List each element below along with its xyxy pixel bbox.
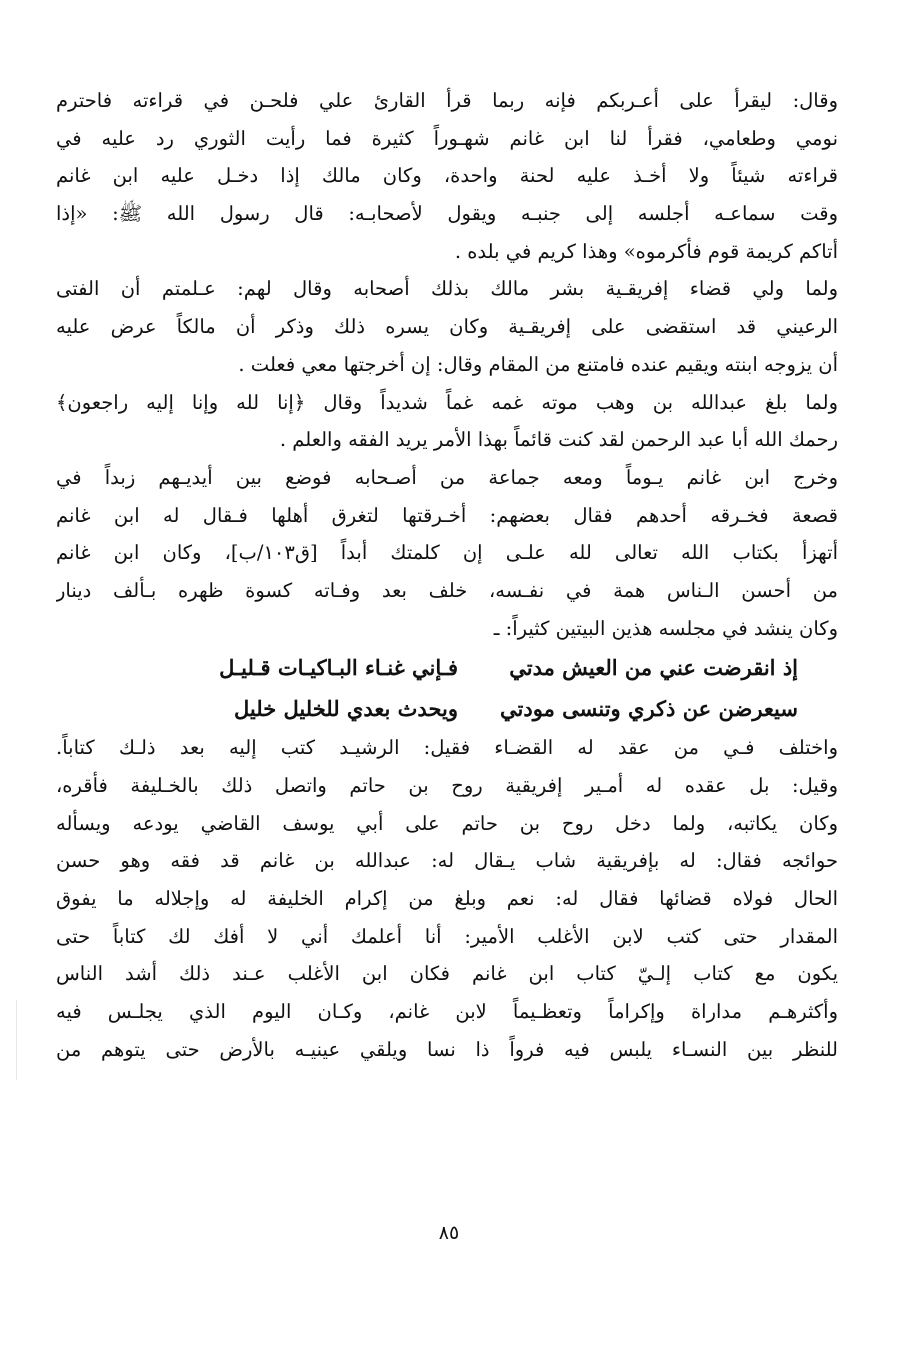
text-line: نومي وطعامي، فقرأ لنا ابن غانم شهـوراً كثيرة فما رأيت الثوري رد عليه في [56, 126, 838, 150]
text-line: المقدار حتى كتب لابن الأغلب الأمير: أنا أعلمك أني لا أفك لك كتاباً حتى [56, 924, 838, 948]
text-line: وقال: ليقرأ على أعـربكم فإنه ربما قرأ القارئ علي فلحـن في قراءته فاحترم [56, 89, 838, 112]
verse-second-hemistich: فـإني غنـاء البـاكيـات قـليـل [219, 655, 458, 681]
text-line: واختلف فـي من عقد له القضـاء فقيل: الرشيـد كتب إليه بعد ذلـك كتاباً. [56, 736, 838, 760]
paragraph-5 [56, 729, 838, 1068]
main-text [56, 82, 838, 1069]
text-line: الحال فولاه قضائها فقال له: نعم وبلغ من إكرام الخليفة له وإجلاله ما يفوق [56, 887, 838, 911]
text-line: للنظر بين النسـاء يلبس فيه فرواً ذا نسا ويلقي عينيـه بالأرض حتى يتوهم من [56, 1037, 838, 1061]
text-line: وأكثرهـم مداراة وإكراماً وتعظـيماً لابن غانم، وكـان اليوم الذي يجلـس فيه [56, 1000, 838, 1024]
verse-first-hemistich: إذ انقرضت عني من العيش مدتي [509, 655, 798, 681]
text-line: ولما ولي قضاء إفريقـية بشر مالك بذلك أصحابه وقال لهم: عـلمتم أن الفتى [56, 277, 838, 301]
text-line: وكان ينشد في مجلسه هذين البيتين كثيراً: ـ [493, 616, 838, 640]
text-line: ولما بلغ عبدالله بن وهب موته غمه غماً شديداً وقال ﴿إنا لله وإنا إليه راجعون﴾ [56, 390, 838, 414]
paragraph-1 [56, 82, 838, 270]
text-line: الرعيني قد استقضى على إفريقـية وكان يسره ذلك وذكر أن مالكاً عرض عليه [56, 315, 838, 339]
paragraph-3 [56, 384, 838, 459]
text-line: وكان يكاتبه، ولما دخل روح بن حاتم على أبي يوسف القاضي يودعه ويسأله [56, 811, 838, 835]
text-line: وخرج ابن غانم يـوماً ومعه جماعة من أصـحابه فوضع بين أيديـهم زبداً في [56, 465, 838, 489]
text-line: وقيل: بل عقده له أمـير إفريقية روح بن حاتم واتصل ذلك بالخـليفة فأقره، [56, 774, 838, 797]
paragraph-4 [56, 459, 838, 647]
verse-line [56, 647, 838, 688]
text-line: قصعة فخـرقه أحدهم فقال بعضهم: أخـرقتها لتغرق أهلها فـقال له ابن غانم [56, 503, 838, 527]
scan-margin-mark [16, 1000, 17, 1080]
page-number: ٨٥ [438, 1222, 460, 1244]
paragraph-2 [56, 270, 838, 383]
text-line: رحمك الله أبا عبد الرحمن لقد كنت قائماً بهذا الأمر يريد الفقه والعلم . [279, 428, 838, 452]
text-line: حوائجه فقال: له بإفريقية شاب يـقال له: عبدالله بن غانم قد فقه وهو حسن [56, 849, 838, 873]
text-line: أتاكم كريمة قوم فأكرموه» وهذا كريم في بلده . [454, 239, 838, 263]
poem-verses [56, 647, 838, 729]
verse-line [56, 688, 838, 729]
text-line: أتهزأ بكتاب الله تعالى لله علـى إن كلمتك أبداً [ق١٠٣/ب]، وكان ابن غانم [56, 541, 838, 565]
text-line: من أحسن الـناس همة في نفـسه، خلف بعد وفـاته كسوة ظهره بـألف دينار [56, 578, 838, 602]
verse-second-hemistich: ويحدث بعدي للخليل خليل [234, 696, 458, 722]
text-line: قراءته شيئاً ولا أخـذ عليه لحنة واحدة، وكان مالك إذا دخـل عليه ابن غانم [56, 164, 838, 188]
text-line: يكون مع كتاب إلـيّ كتاب ابن غانم فكان ابن الأغلب عـند ذلك أشد الناس [56, 962, 838, 986]
verse-first-hemistich: سيعرضن عن ذكري وتنسى مودتي [500, 696, 798, 722]
text-line: وقت سماعـه أجلسه إلى جنبـه ويقول لأصحابـه: قال رسول الله ﷺ: «إذا [56, 202, 838, 226]
text-line: أن يزوجه ابنته ويقيم عنده فامتنع من المقام وقال: إن أخرجتها معي فعلت . [238, 352, 838, 376]
